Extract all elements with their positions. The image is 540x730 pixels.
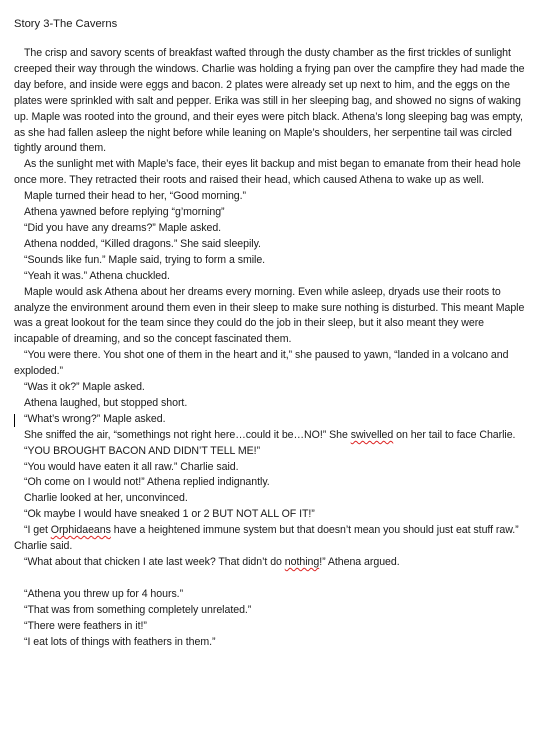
paragraph-text: on her tail to face Charlie.: [393, 428, 516, 441]
paragraph-text: “Did you have any dreams?” Maple asked.: [24, 221, 222, 234]
paragraph: [14, 444, 526, 460]
paragraph: [14, 269, 526, 285]
paragraph: [14, 189, 526, 205]
paragraph-text: Athena nodded, “Killed dragons.” She said sleepily.: [24, 237, 261, 250]
paragraph-text: “You would have eaten it all raw.” Charlie said.: [24, 460, 239, 473]
paragraph-text: The crisp and savory scents of breakfast wafted through the dusty chamber as the first trickles of sunlight creeped their way through the windows. Charlie was holding a frying pan over the campfire they had made the day before, and inside were eggs and bacon. 2 plates were already set up next to him, and the eggs on the plates were sprinkled with salt and pepper. Erika was still in her sleeping bag, and showed no signs of waking up. Maple was rooted into the ground, and their eyes were pitch black. Athena’s long sleeping bag was empty, as she had fallen asleep the night before while leaning on Maple’s shoulders, her serpentine tail was circled tightly around them.: [14, 47, 525, 155]
paragraph-text: “Oh come on I would not!” Athena replied indignantly.: [24, 476, 270, 489]
paragraph-text: have a heightened immune system but that doesn’t mean you should just eat stuff raw.” Charlie said.: [14, 524, 519, 553]
paragraph: [14, 412, 526, 428]
paragraph-text: As the sunlight met with Maple’s face, their eyes lit backup and mist began to emanate from their head hole once more. They retracted their roots and raised their head, which caused Athena to wake up as well.: [14, 158, 521, 187]
paragraph: [14, 475, 526, 491]
paragraph: [14, 428, 526, 444]
paragraph: [14, 603, 526, 619]
paragraph: [14, 587, 526, 603]
paragraph-text: “What about that chicken I ate last week? That didn’t do: [24, 556, 285, 568]
paragraph: [14, 555, 526, 571]
paragraph-text: !” Athena argued.: [319, 556, 400, 568]
paragraph: [14, 221, 526, 237]
paragraph-text: “YOU BROUGHT BACON AND DIDN’T TELL ME!”: [24, 444, 261, 457]
paragraph-text: “Sounds like fun.” Maple said, trying to form a smile.: [24, 253, 266, 266]
paragraph: [14, 635, 526, 651]
paragraph: [14, 491, 526, 507]
paragraph-text: Athena yawned before replying “g’morning”: [24, 206, 225, 219]
paragraph-text: “I eat lots of things with feathers in them.”: [24, 635, 216, 648]
paragraph: [14, 507, 526, 523]
paragraph: [14, 237, 526, 253]
paragraph: [14, 460, 526, 476]
paragraph-text: “What’s wrong?” Maple asked.: [24, 412, 166, 425]
paragraph: [14, 46, 526, 157]
paragraph-text: Maple would ask Athena about her dreams every morning. Even while asleep, dryads use their roots to analyze the environment around them even in their sleep to make sure nothing is disturbed. This meant Maple was a great lookout for the team since they could do the job in their sleep, but it also meant they were incapable of dreaming, and so the concept fascinated them.: [14, 285, 525, 346]
paragraph: [14, 523, 526, 555]
paragraph: [14, 396, 526, 412]
paragraph: [14, 205, 526, 221]
text-cursor: [14, 414, 15, 427]
paragraph-text: “You were there. You shot one of them in the heart and it,” she paused to yawn, “landed in a volcano and exploded.”: [14, 349, 509, 378]
paragraph-text: Athena laughed, but stopped short.: [24, 396, 188, 409]
paragraph: [14, 285, 526, 349]
document-body[interactable]: [14, 46, 526, 650]
paragraph-text: Charlie looked at her, unconvinced.: [24, 492, 188, 505]
spellcheck-flagged-word[interactable]: Orphidaeans: [50, 524, 111, 537]
paragraph-text: “There were feathers in it!”: [24, 619, 147, 632]
paragraph-text: “That was from something completely unrelated.”: [24, 603, 252, 616]
paragraph-text: “Athena you threw up for 4 hours.”: [24, 587, 184, 600]
paragraph-text: “Yeah it was.” Athena chuckled.: [24, 269, 170, 282]
spellcheck-flagged-word[interactable]: nothing: [284, 556, 320, 568]
paragraph-text: “Ok maybe I would have sneaked 1 or 2 BUT NOT ALL OF IT!”: [24, 508, 315, 521]
document-title: Story 3-The Caverns: [14, 18, 118, 30]
blank-line: [14, 571, 526, 587]
paragraph: [14, 619, 526, 635]
paragraph-text: She sniffed the air, “somethings not right here…could it be…NO!” She: [24, 428, 351, 441]
spellcheck-flagged-word[interactable]: swivelled: [350, 428, 394, 441]
paragraph-text: “I get: [24, 524, 51, 537]
paragraph: [14, 253, 526, 269]
paragraph: [14, 348, 526, 380]
paragraph: [14, 157, 526, 189]
paragraph: [14, 380, 526, 396]
paragraph-text: “Was it ok?” Maple asked.: [24, 381, 145, 394]
paragraph-text: Maple turned their head to her, “Good morning.”: [24, 190, 247, 203]
